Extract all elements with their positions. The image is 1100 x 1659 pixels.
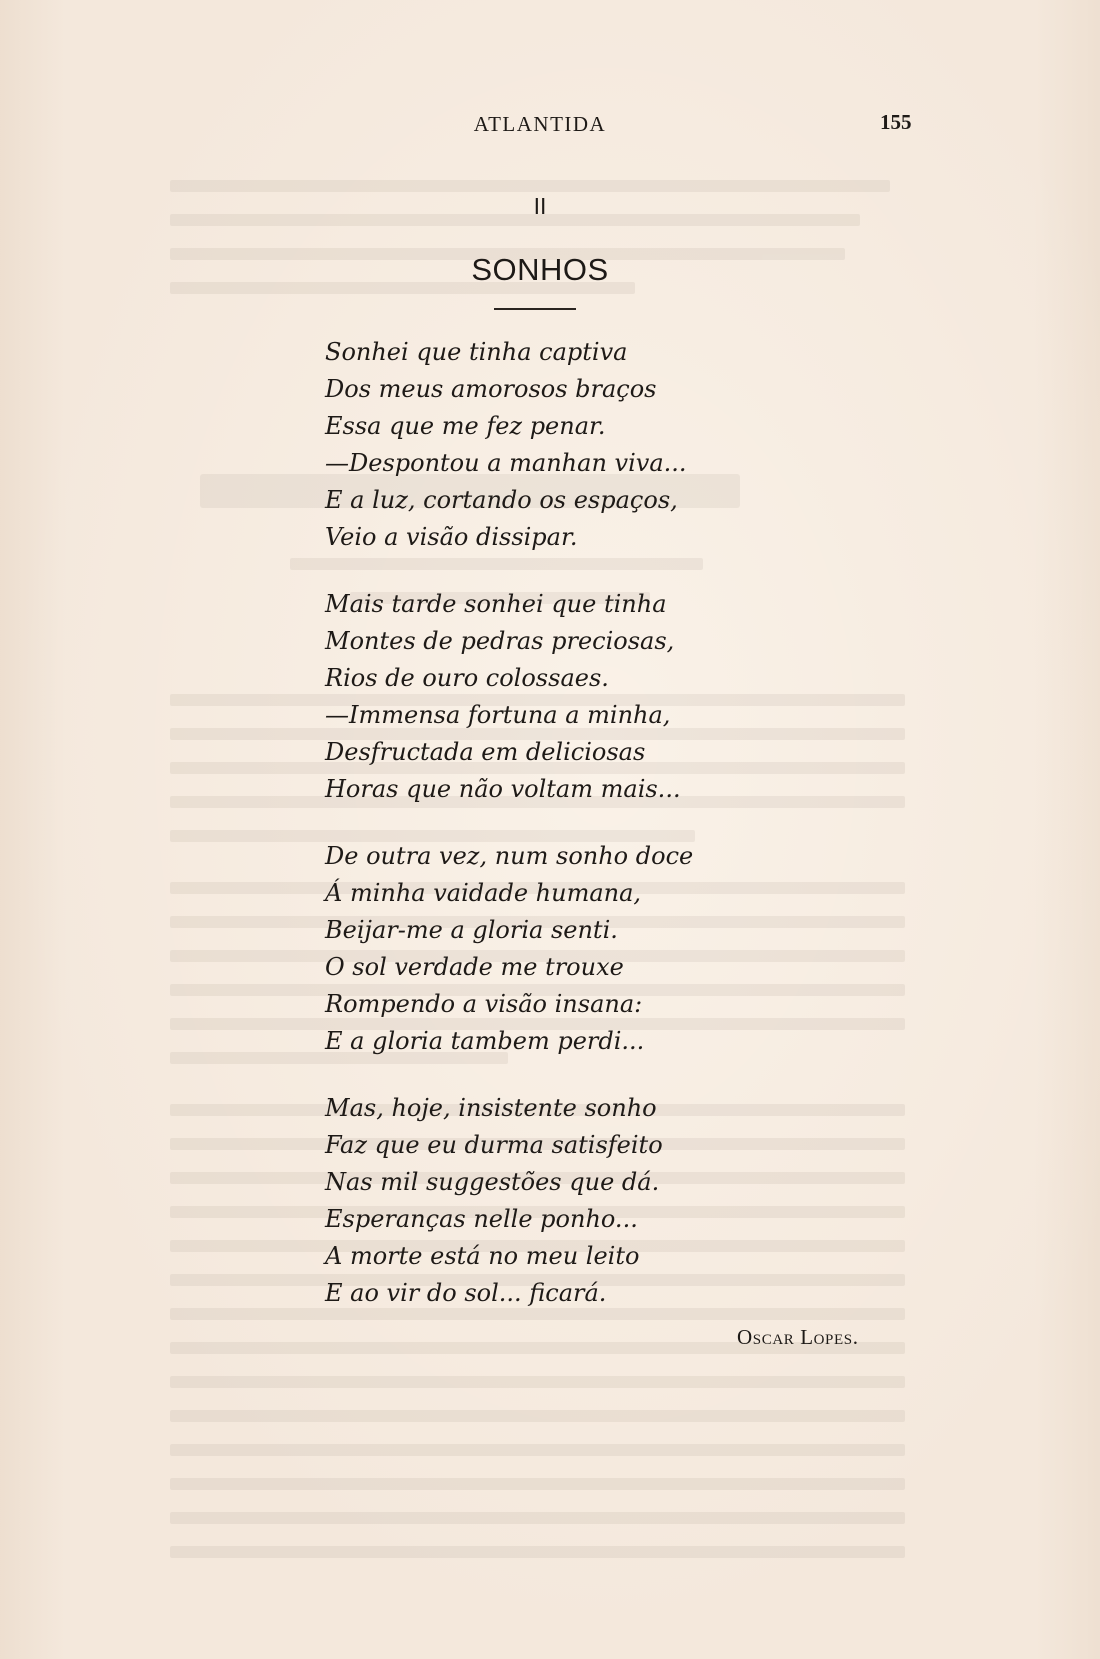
verse-line: Veio a visão dissipar. [325,523,578,551]
verse-line: Mais tarde sonhei que tinha [325,590,667,618]
section-number: II [533,193,547,219]
verse-line: A morte está no meu leito [325,1242,640,1270]
running-header-title: ATLANTIDA [473,112,607,136]
verse-line: O sol verdade me trouxe [325,953,624,981]
verse-line: —Immensa fortuna a minha, [325,701,671,729]
verse-line: Desfructada em deliciosas [325,738,646,766]
stanza-3 [325,838,745,1060]
verse-line: Horas que não voltam mais... [325,775,681,803]
verse-line: E ao vir do sol... ficará. [325,1279,607,1307]
verse-line: Faz que eu durma satisfeito [325,1131,663,1159]
verse-line: Essa que me fez penar. [325,412,606,440]
verse-line: —Despontou a manhan viva... [325,449,687,477]
verse-line: Mas, hoje, insistente sonho [325,1094,657,1122]
verse-line: Rompendo a visão insana: [325,990,643,1018]
poem-title: SONHOS [471,252,609,287]
poem-body [325,334,745,1342]
verse-line: Sonhei que tinha captiva [325,338,628,366]
verse-line: De outra vez, num sonho doce [325,842,694,870]
page-number: 155 [880,110,912,134]
stanza-2 [325,586,745,808]
title-rule [494,308,576,310]
verse-line: Beijar-me a gloria senti. [325,916,618,944]
stanza-1 [325,334,745,556]
author-signature: Oscar Lopes. [737,1325,859,1349]
verse-line: E a luz, cortando os espaços, [325,486,678,514]
verse-line: Dos meus amorosos braços [325,375,657,403]
verse-line: Á minha vaidade humana, [325,879,642,907]
verse-line: Montes de pedras preciosas, [325,627,675,655]
stanza-4 [325,1090,745,1312]
verse-line: E a gloria tambem perdi... [325,1027,645,1055]
verse-line: Esperanças nelle ponho... [325,1205,638,1233]
verse-line: Rios de ouro colossaes. [325,664,609,692]
verse-line: Nas mil suggestões que dá. [325,1168,660,1196]
